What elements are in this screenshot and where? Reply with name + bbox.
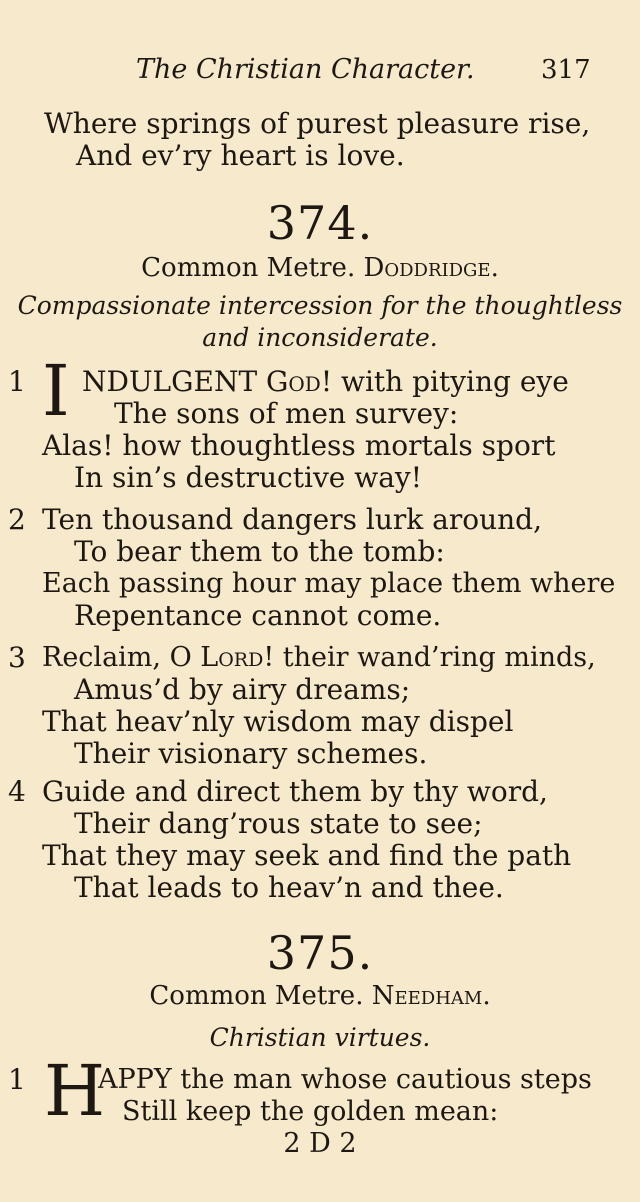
running-title: The Christian Character.	[136, 54, 475, 85]
hymn-374-metre-line	[0, 252, 640, 284]
signature-mark: 2 D 2	[283, 1128, 357, 1159]
verse-2-line-3: Each passing hour may place them where	[42, 568, 616, 599]
verse-number: 2	[8, 503, 26, 536]
verse-number: 3	[8, 641, 26, 674]
carryover-line-1: Where springs of purest pleasure rise,	[44, 107, 591, 140]
carryover-line-2: And ev’ry heart is love.	[76, 139, 405, 172]
verse-3-line-4: Their visionary schemes.	[74, 737, 428, 770]
hymn-375-number: 375.	[266, 926, 374, 980]
verse-3-line-3: That heav’nly wisdom may dispel	[42, 705, 514, 738]
hymn-375-metre-line	[0, 980, 640, 1012]
verse-3-line-1-after: ! their wand’ring minds,	[263, 642, 596, 673]
verse-4-line-4: That leads to heav’n and thee.	[74, 871, 504, 904]
hymn-375-author: Needham.	[371, 981, 491, 1011]
verse-3-line-2: Amus’d by airy dreams;	[74, 673, 411, 706]
verse-number: 4	[8, 775, 26, 808]
dropcap: I	[42, 350, 70, 432]
hymn-375-metre: Common Metre.	[149, 981, 364, 1011]
verse-number: 1	[8, 1063, 26, 1096]
verse-4-line-1: Guide and direct them by thy word,	[42, 775, 548, 808]
verse-number: 1	[8, 365, 26, 398]
hymn-374-metre: Common Metre.	[141, 253, 356, 283]
hymn-374-subtitle-1: Compassionate intercession for the thoughtless	[17, 291, 623, 320]
verse-2-line-2: To bear them to the tomb:	[74, 535, 445, 568]
hymn-374-subtitle-2: and inconsiderate.	[202, 323, 438, 352]
verse-1-line-1-after: ! with pitying eye	[320, 365, 569, 398]
verse-1-line-2: The sons of men survey:	[114, 397, 459, 430]
page-number: 317	[541, 55, 591, 85]
verse-2-line-4: Repentance cannot come.	[74, 599, 442, 632]
verse-4-line-3: That they may seek and find the path	[42, 839, 572, 872]
hymn-375-line-2: Still keep the golden mean:	[122, 1096, 499, 1127]
hymn-375-line-1: APPY the man whose cautious steps	[98, 1064, 592, 1095]
verse-1-line-3: Alas! how thoughtless mortals sport	[42, 429, 556, 462]
hymn-375-subtitle: Christian virtues.	[209, 1023, 431, 1052]
hymn-374-number: 374.	[266, 196, 374, 250]
verse-4-line-2: Their dang’rous state to see;	[74, 807, 483, 840]
verse-3-line-1-before: Reclaim, O	[42, 642, 201, 673]
verse-3-line-1-name: Lord	[200, 642, 264, 673]
verse-1-line-1-caps: NDULGENT	[82, 365, 258, 398]
verse-1-line-4: In sin’s destructive way!	[74, 461, 422, 494]
verse-3-line-1	[42, 642, 596, 674]
verse-2-line-1: Ten thousand dangers lurk around,	[42, 503, 542, 536]
hymn-374-author: Doddridge.	[363, 253, 499, 283]
verse-1-line-1	[82, 366, 569, 398]
verse-1-line-1-name: God	[266, 365, 321, 398]
dropcap: H	[44, 1050, 106, 1132]
